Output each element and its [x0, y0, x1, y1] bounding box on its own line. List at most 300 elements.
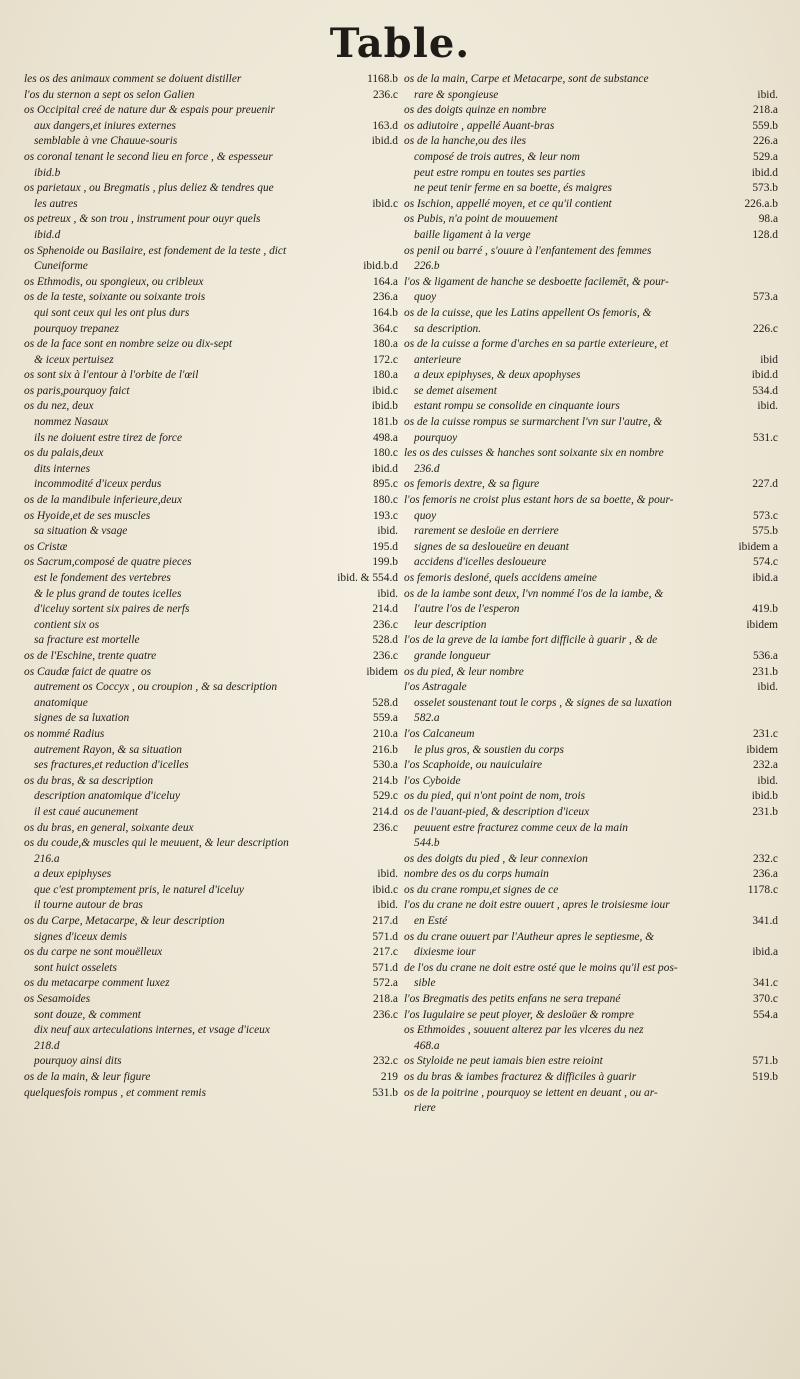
entry-text: nommez Nasaux — [34, 416, 109, 429]
index-entry — [24, 758, 398, 774]
entry-text: os Hyoide,et de ses muscles — [24, 509, 151, 522]
index-entry — [24, 337, 398, 353]
entry-text: incommodité d'iceux perdus — [34, 478, 162, 491]
index-entry — [404, 976, 778, 992]
page-reference: 128.d — [752, 228, 778, 241]
entry-text: l'os Scaphoide, ou nauiculaire — [404, 759, 543, 772]
index-entry — [404, 197, 778, 213]
page-reference: 210.a — [373, 727, 398, 740]
index-entry — [24, 477, 398, 493]
page-reference: 218.a — [753, 104, 778, 117]
entry-text: ils ne doiuent estre tirez de force — [34, 431, 183, 444]
entry-text: signes de sa desloueüre en deuant — [414, 540, 569, 553]
index-entry — [24, 914, 398, 930]
page-reference: 164.b — [372, 306, 398, 319]
entry-text: contient six os — [34, 618, 100, 631]
entry-text: os penil ou barré , s'ouure à l'enfantement des femmes — [404, 244, 652, 257]
page-reference: ibid.b — [751, 790, 778, 803]
entry-text: accidens d'icelles desloueure — [414, 556, 547, 569]
index-entry — [404, 524, 778, 540]
entry-text: os du nez, deux — [24, 400, 94, 413]
entry-text: Cuneiforme — [34, 260, 88, 273]
page-reference: 217.c — [373, 946, 398, 959]
index-entry — [404, 290, 778, 306]
page-reference: 573.a — [753, 291, 778, 304]
index-entry — [404, 431, 778, 447]
index-entry — [24, 384, 398, 400]
index-entry — [24, 72, 398, 88]
page-reference: 498.a — [373, 431, 398, 444]
index-entry — [404, 961, 778, 977]
entry-text: 582.a — [414, 712, 440, 725]
page-reference: 572.a — [373, 977, 398, 990]
page-reference: 163.d — [372, 119, 398, 132]
entry-text: aux dangers,et iniures externes — [34, 119, 176, 132]
entry-text: leur description — [414, 618, 487, 631]
entry-text: quoy — [414, 509, 437, 522]
index-entry — [24, 727, 398, 743]
entry-text: rarement se desloüe en derriere — [414, 525, 559, 538]
page-reference: ibid.c — [372, 883, 398, 896]
page-reference: 214.d — [372, 805, 398, 818]
entry-text: rare & spongieuse — [414, 88, 499, 101]
page-reference: 216.b — [372, 743, 398, 756]
index-entry — [24, 618, 398, 634]
index-entry — [404, 914, 778, 930]
index-entry — [24, 150, 398, 166]
index-column-right — [404, 72, 778, 1117]
index-entry — [404, 1023, 778, 1039]
index-entry — [24, 181, 398, 197]
page-reference: 895.c — [373, 478, 398, 491]
index-entry — [24, 555, 398, 571]
page-reference: 231.c — [753, 727, 778, 740]
page-reference: 519.b — [752, 1071, 778, 1083]
page-reference: ibid.c — [372, 197, 398, 210]
entry-text: baille ligament à la verge — [414, 228, 531, 241]
index-entry — [404, 727, 778, 743]
index-entry — [404, 571, 778, 587]
index-entry — [404, 1054, 778, 1070]
index-entry — [404, 867, 778, 883]
index-entry — [404, 228, 778, 244]
index-entry — [404, 665, 778, 681]
entry-text: 544.b — [414, 837, 440, 850]
index-entry — [24, 1008, 398, 1024]
page-reference: 199.b — [372, 556, 398, 569]
page-reference: 370.c — [753, 993, 778, 1006]
index-entry — [24, 711, 398, 727]
index-entry — [24, 602, 398, 618]
page-reference: 554.a — [753, 1008, 778, 1021]
index-entry — [24, 680, 398, 696]
entry-text: os du Carpe, Metacarpe, & leur description — [24, 915, 225, 928]
page-reference: 574.c — [753, 556, 778, 569]
page-reference: ibidem — [746, 618, 778, 631]
index-entry — [24, 1054, 398, 1070]
index-entry — [404, 275, 778, 291]
entry-text: les os des animaux comment se doiuent distiller — [24, 73, 242, 85]
index-entry — [404, 555, 778, 571]
page-reference: ibidem — [366, 665, 398, 678]
index-entry — [24, 88, 398, 104]
entry-text: ibid.b — [34, 166, 61, 179]
entry-text: autrement os Coccyx , ou croupion , & sa description — [34, 681, 278, 694]
entry-text: os Cristæ — [24, 540, 68, 553]
entry-text: l'os du crane ne doit estre ouuert , apres le troisiesme iour — [404, 899, 670, 912]
index-entry — [404, 758, 778, 774]
page-reference: 529.c — [373, 790, 398, 803]
page-reference: 181.b — [372, 416, 398, 429]
index-entry — [404, 821, 778, 837]
index-entry — [404, 322, 778, 338]
page-reference: 531.b — [372, 1086, 398, 1099]
entry-text: os du metacarpe comment luxez — [24, 977, 170, 990]
entry-text: os Ischion, appellé moyen, et ce qu'il contient — [404, 197, 612, 210]
index-entry — [24, 976, 398, 992]
entry-text: l'os de la greve de la iambe fort difficile à guarir , & de — [404, 634, 658, 647]
index-entry — [404, 805, 778, 821]
entry-text: os Styloide ne peut iamais bien estre reioint — [404, 1055, 603, 1068]
entry-text: le plus gros, & soustien du corps — [414, 743, 564, 756]
index-entry — [404, 1008, 778, 1024]
entry-text: os du crane ouuert par l'Autheur apres le septiesme, & — [404, 930, 655, 943]
index-entry — [404, 134, 778, 150]
page-reference: 236.c — [373, 649, 398, 662]
page-reference: 236.c — [373, 88, 398, 101]
page-reference: 214.d — [372, 603, 398, 616]
entry-text: os du carpe ne sont mouëlleux — [24, 946, 163, 959]
index-entry — [404, 399, 778, 415]
page-reference: ibid.b.d — [363, 260, 398, 273]
index-entry — [404, 103, 778, 119]
index-entry — [24, 259, 398, 275]
entry-text: estant rompu se consolide en cinquante iours — [414, 400, 620, 413]
entry-text: l'os & ligament de hanche se desboette facilemēt, & pour- — [404, 275, 669, 288]
index-entry — [24, 119, 398, 135]
index-entry — [404, 181, 778, 197]
index-entry — [24, 587, 398, 603]
entry-text: a deux epiphyses — [34, 868, 112, 881]
page-reference: 236.a — [753, 868, 778, 881]
index-entry — [404, 852, 778, 868]
entry-text: ibid.d — [34, 228, 61, 241]
page-reference: 226.a.b — [744, 197, 778, 210]
index-entry — [24, 1039, 398, 1055]
entry-text: signes d'iceux demis — [34, 930, 127, 943]
index-entry — [24, 306, 398, 322]
entry-text: os Occipital creé de nature dur & espais pour preuenir — [24, 104, 275, 117]
page-reference: ibidem a — [738, 540, 778, 553]
index-entry — [24, 961, 398, 977]
entry-text: l'os Bregmatis des petits enfans ne sera trepané — [404, 993, 621, 1006]
index-entry — [24, 665, 398, 681]
index-entry — [24, 103, 398, 119]
index-entry — [404, 244, 778, 260]
index-entry — [24, 743, 398, 759]
entry-text: os de l'auant-pied, & description d'iceux — [404, 805, 590, 818]
page-reference: 236.c — [373, 1008, 398, 1021]
entry-text: os des doigts quinze en nombre — [404, 104, 547, 117]
index-entry — [404, 540, 778, 556]
index-entry — [24, 197, 398, 213]
index-entry — [24, 774, 398, 790]
entry-text: os de la poitrine , pourquoy se iettent en deuant , ou ar- — [404, 1086, 658, 1099]
entry-text: os nommé Radius — [24, 727, 105, 740]
index-entry — [24, 571, 398, 587]
index-entry — [404, 696, 778, 712]
index-entry — [404, 649, 778, 665]
page-reference: 98.a — [758, 213, 778, 226]
page-reference: ibid. — [757, 681, 778, 694]
entry-text: os du bras, & sa description — [24, 774, 154, 787]
index-entry — [404, 259, 778, 275]
index-entry — [24, 322, 398, 338]
index-entry — [404, 774, 778, 790]
entry-text: os de la iambe sont deux, l'vn nommé l'os de la iambe, & — [404, 587, 664, 600]
page-reference: 195.d — [372, 540, 398, 553]
index-entry — [404, 836, 778, 852]
page-reference: 571.b — [752, 1055, 778, 1068]
index-entry — [24, 134, 398, 150]
page-reference: 226.a — [753, 135, 778, 148]
entry-text: il est caué aucunement — [34, 805, 139, 818]
entry-text: en Esté — [414, 915, 448, 928]
page-reference: ibid.d — [751, 166, 778, 179]
page-reference: 341.c — [753, 977, 778, 990]
page-reference: 529.a — [753, 150, 778, 163]
entry-text: l'autre l'os de l'esperon — [414, 603, 520, 616]
page-reference: 1168.b — [367, 73, 398, 85]
page-reference: ibid.d — [751, 369, 778, 382]
index-entry — [24, 821, 398, 837]
index-entry — [24, 462, 398, 478]
entry-text: os du pied, qui n'ont point de nom, trois — [404, 790, 586, 803]
index-entry — [404, 368, 778, 384]
entry-text: pourquoy — [414, 431, 458, 444]
index-entry — [404, 883, 778, 899]
entry-text: 216.a — [34, 852, 60, 865]
index-entry — [404, 384, 778, 400]
entry-text: os de la mandibule inferieure,deux — [24, 494, 183, 507]
index-entry — [404, 1086, 778, 1102]
page-reference: 236.a — [373, 291, 398, 304]
page-reference: ibid. — [377, 868, 398, 881]
page-reference: 531.c — [753, 431, 778, 444]
index-column-left — [24, 72, 398, 1101]
page-reference: 236.c — [373, 618, 398, 631]
index-entry — [24, 852, 398, 868]
page-title: Table. — [329, 20, 471, 67]
page-reference: 534.d — [752, 384, 778, 397]
index-entry — [404, 587, 778, 603]
index-entry — [404, 680, 778, 696]
entry-text: os Sacrum,composé de quatre pieces — [24, 556, 192, 569]
index-entry — [24, 244, 398, 260]
index-entry — [24, 867, 398, 883]
page-reference: ibidem — [746, 743, 778, 756]
index-entry — [404, 477, 778, 493]
index-entry — [24, 789, 398, 805]
page-reference: 530.a — [373, 759, 398, 772]
index-entry — [24, 696, 398, 712]
index-entry — [404, 212, 778, 228]
entry-text: 226.b — [414, 260, 440, 273]
page-reference: 231.b — [752, 805, 778, 818]
page-reference: ibid. & 554.d — [337, 572, 398, 584]
index-entry — [24, 1070, 398, 1086]
index-entry — [24, 649, 398, 665]
index-entry — [404, 462, 778, 478]
index-entry — [404, 930, 778, 946]
entry-text: peuuent estre fracturez comme ceux de la main — [414, 821, 628, 834]
page-reference: 573.c — [753, 509, 778, 522]
entry-text: os femoris desloné, quels accidens ameine — [404, 572, 597, 584]
page-reference: 573.b — [752, 182, 778, 195]
index-entry — [404, 150, 778, 166]
entry-text: 236.d — [414, 462, 440, 475]
page-reference: 571.d — [372, 930, 398, 943]
page-reference: 528.d — [372, 634, 398, 647]
page-reference: 559.b — [752, 119, 778, 132]
entry-text: os du pied, & leur nombre — [404, 665, 524, 678]
entry-text: autrement Rayon, & sa situation — [34, 743, 182, 756]
entry-text: & iceux pertuisez — [34, 353, 114, 366]
entry-text: quelquesfois rompus , et comment remis — [24, 1086, 207, 1099]
index-entry — [404, 618, 778, 634]
page-reference: 219 — [380, 1071, 398, 1083]
index-entry — [404, 493, 778, 509]
index-entry — [404, 633, 778, 649]
index-entry — [404, 602, 778, 618]
entry-text: os Sesamoides — [24, 993, 91, 1006]
entry-text: l'os femoris ne croist plus estant hors de sa boette, & pour- — [404, 494, 674, 507]
entry-text: que c'est promptement pris, le naturel d'iceluy — [34, 883, 244, 896]
page-reference: ibid. — [377, 525, 398, 538]
index-entry — [24, 945, 398, 961]
entry-text: il tourne autour de bras — [34, 899, 143, 912]
entry-text: os Ethmoides , souuent alterez par les vlceres du nez — [404, 1024, 644, 1037]
page-reference: 180.a — [373, 338, 398, 351]
page-reference: ibid.d — [371, 135, 398, 148]
page-reference: 172.c — [373, 353, 398, 366]
index-entry — [24, 446, 398, 462]
index-entry — [24, 399, 398, 415]
entry-text: 218.d — [34, 1039, 60, 1052]
page-reference: ibid. — [757, 774, 778, 787]
page-reference: 236.c — [373, 821, 398, 834]
entry-text: sont douze, & comment — [34, 1008, 141, 1021]
index-entry — [404, 353, 778, 369]
page-reference: ibid. — [377, 899, 398, 912]
index-entry — [24, 883, 398, 899]
entry-text: os parietaux , ou Bregmatis , plus deliez & tendres que — [24, 182, 274, 195]
entry-text: os Pubis, n'a point de mouuement — [404, 213, 558, 226]
page-reference: 571.d — [372, 961, 398, 974]
page-reference: ibid.d — [371, 462, 398, 475]
entry-text: est le fondement des vertebres — [34, 572, 171, 584]
index-entry — [24, 368, 398, 384]
entry-text: os femoris dextre, & sa figure — [404, 478, 540, 491]
entry-text: les autres — [34, 197, 78, 210]
entry-text: os paris,pourquoy faict — [24, 384, 130, 397]
index-entry — [24, 415, 398, 431]
index-entry — [404, 72, 778, 88]
entry-text: 468.a — [414, 1039, 440, 1052]
page-reference: ibid. — [377, 587, 398, 600]
page-reference: 528.d — [372, 696, 398, 709]
entry-text: os du palais,deux — [24, 447, 104, 460]
index-entry — [404, 306, 778, 322]
entry-text: dits internes — [34, 462, 91, 475]
index-entry — [24, 275, 398, 291]
entry-text: sa description. — [414, 322, 482, 335]
index-entry — [404, 509, 778, 525]
index-entry — [24, 353, 398, 369]
page-reference: ibid — [760, 353, 778, 366]
page-reference: 536.a — [753, 649, 778, 662]
index-entry — [404, 898, 778, 914]
index-entry — [24, 805, 398, 821]
entry-text: anatomique — [34, 696, 88, 709]
index-entry — [404, 1039, 778, 1055]
entry-text: os de la main, Carpe et Metacarpe, sont de substance — [404, 73, 649, 85]
entry-text: os Sphenoide ou Basilaire, est fondement de la teste , dict — [24, 244, 287, 257]
page-reference: 364.c — [373, 322, 398, 335]
entry-text: l'os Astragale — [404, 681, 467, 694]
entry-text: les os des cuisses & hanches sont soixante six en nombre — [404, 447, 664, 460]
index-entry — [24, 212, 398, 228]
entry-text: ne peut tenir ferme en sa boette, és maigres — [414, 182, 612, 195]
index-entry — [404, 711, 778, 727]
index-entry — [24, 524, 398, 540]
entry-text: dix neuf aux arteculations internes, et vsage d'iceux — [34, 1024, 270, 1037]
entry-text: os de la cuisse rompus se surmarchent l'vn sur l'autre, & — [404, 416, 663, 429]
index-entry — [24, 166, 398, 182]
index-entry — [404, 945, 778, 961]
index-entry — [24, 1023, 398, 1039]
index-entry — [404, 446, 778, 462]
entry-text: sont huict osselets — [34, 961, 117, 974]
entry-text: dixiesme iour — [414, 946, 476, 959]
entry-text: os de la cuisse, que les Latins appellent Os femoris, & — [404, 306, 652, 319]
entry-text: os du crane rompu,et signes de ce — [404, 883, 559, 896]
entry-text: sa situation & vsage — [34, 525, 128, 538]
index-entry — [24, 493, 398, 509]
page-reference: 180.c — [373, 447, 398, 460]
entry-text: quoy — [414, 291, 437, 304]
entry-text: os du bras & iambes fracturez & difficiles à guarir — [404, 1071, 637, 1083]
index-entry — [404, 337, 778, 353]
entry-text: nombre des os du corps humain — [404, 868, 549, 881]
entry-text: os de la teste, soixante ou soixante trois — [24, 291, 206, 304]
page-reference: 226.c — [753, 322, 778, 335]
page-reference: 232.a — [753, 759, 778, 772]
entry-text: a deux epiphyses, & deux apophyses — [414, 369, 581, 382]
entry-text: ses fractures,et reduction d'icelles — [34, 759, 189, 772]
entry-text: signes de sa luxation — [34, 712, 130, 725]
index-entry — [24, 836, 398, 852]
page-reference: ibid.a — [752, 946, 778, 959]
index-entry — [404, 119, 778, 135]
index-entry — [404, 1101, 778, 1117]
page-reference: 164.a — [373, 275, 398, 288]
entry-text: sible — [414, 977, 436, 990]
entry-text: os des doigts du pied , & leur connexion — [404, 852, 588, 865]
index-entry — [24, 509, 398, 525]
page-reference: 419.b — [752, 603, 778, 616]
entry-text: de l'os du crane ne doit estre osté que le moins qu'il est pos- — [404, 961, 678, 974]
